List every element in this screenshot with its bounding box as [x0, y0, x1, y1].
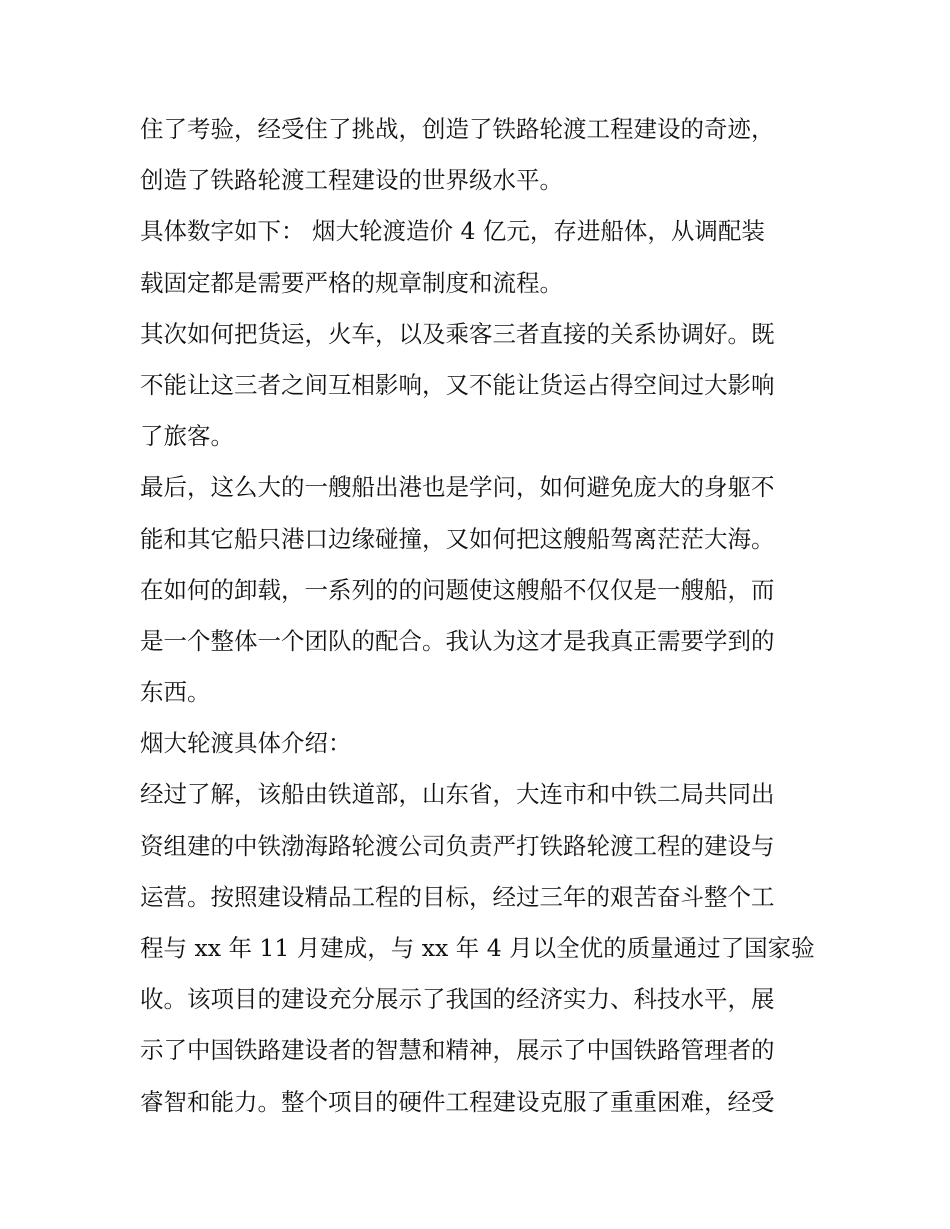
text-line: 程与 xx 年 11 月建成，与 xx 年 4 月以全优的质量通过了国家验 — [140, 934, 815, 962]
text-line: 经过了解，该船由铁道部，山东省，大连市和中铁二局共同出 — [140, 780, 775, 809]
text-line: 其次如何把货运，火车，以及乘客三者直接的关系协调好。既 — [140, 319, 775, 348]
section-heading: 烟大轮渡具体介绍： — [140, 729, 352, 758]
text-line: 创造了铁路轮渡工程建设的世界级水平。 — [140, 166, 563, 195]
text-line: 睿智和能力。整个项目的硬件工程建设克服了重重困难，经受 — [140, 1087, 775, 1116]
text-line: 最后，这么大的一艘船出港也是学问，如何避免庞大的身躯不 — [140, 473, 775, 502]
text-line: 在如何的卸载，一系列的的问题使这艘船不仅仅是一艘船，而 — [140, 575, 775, 604]
text-line: 运营。按照建设精品工程的目标，经过三年的艰苦奋斗整个工 — [140, 882, 775, 911]
text-line: 载固定都是需要严格的规章制度和流程。 — [140, 268, 563, 297]
text-line: 东西。 — [140, 678, 211, 707]
text-line: 具体数字如下： 烟大轮渡造价 4 亿元，存进船体，从调配装 — [140, 217, 765, 246]
document-body — [140, 104, 820, 1128]
text-line: 不能让这三者之间互相影响，又不能让货运占得空间过大影响 — [140, 370, 775, 399]
text-line: 能和其它船只港口边缘碰撞，又如何把这艘船驾离茫茫大海。 — [140, 524, 775, 553]
text-line: 是一个整体一个团队的配合。我认为这才是我真正需要学到的 — [140, 626, 775, 655]
text-line: 了旅客。 — [140, 422, 234, 451]
text-line: 示了中国铁路建设者的智慧和精神，展示了中国铁路管理者的 — [140, 1036, 775, 1065]
text-line: 住了考验，经受住了挑战，创造了铁路轮渡工程建设的奇迹， — [140, 115, 775, 143]
text-line: 收。该项目的建设充分展示了我国的经济实力、科技水平，展 — [140, 985, 775, 1014]
text-line: 资组建的中铁渤海路轮渡公司负责严打铁路轮渡工程的建设与 — [140, 831, 775, 860]
